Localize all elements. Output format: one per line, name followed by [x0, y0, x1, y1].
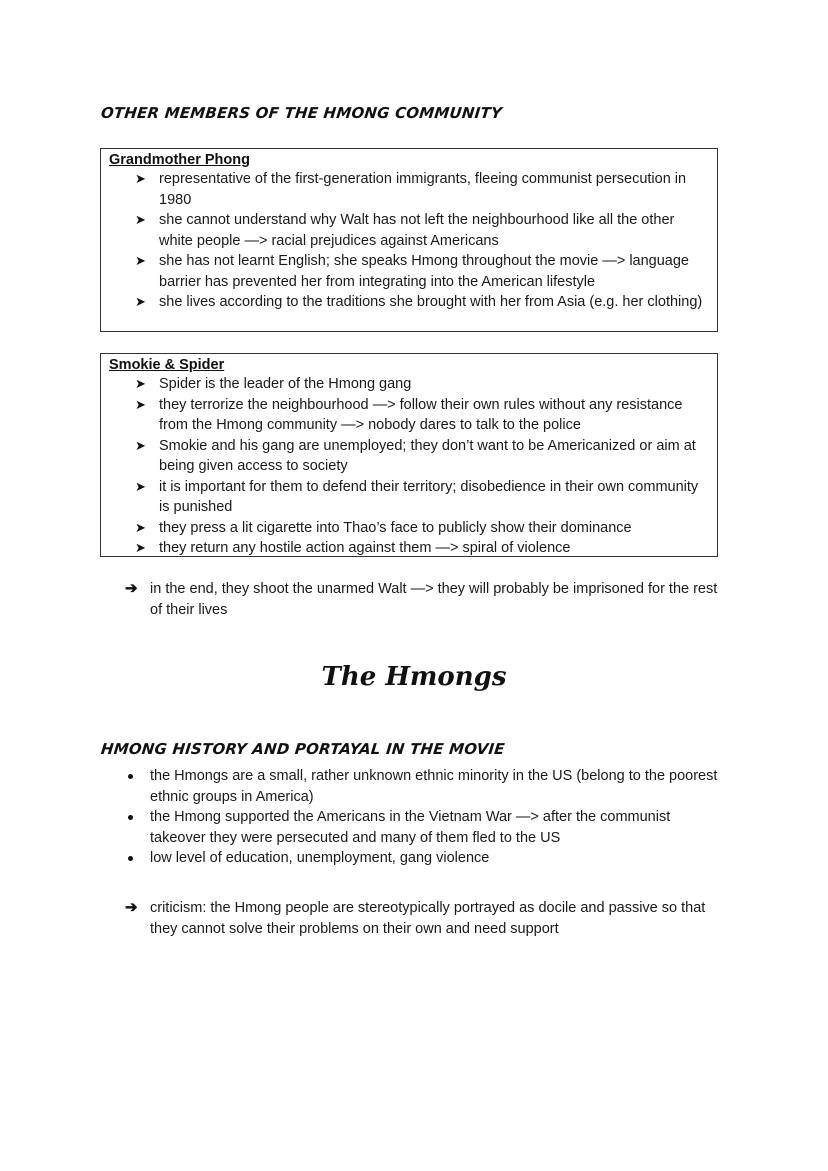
arrowhead-bullet-icon: ➤: [135, 376, 146, 391]
bullet-dot-icon: [128, 774, 133, 779]
list-item: [109, 477, 709, 518]
list-item-text: representative of the first-generation immigrants, fleeing communist persecution in 1980: [159, 171, 687, 208]
list-item: [100, 766, 720, 807]
list-item: [109, 251, 709, 292]
conclusion-text: criticism: the Hmong people are stereotypically portrayed as docile and passive so that they cannot solve their problems on their own and need support: [150, 900, 706, 937]
right-arrow-icon: ➔: [125, 899, 138, 916]
arrow-list: [109, 169, 709, 313]
list-item: [109, 169, 709, 210]
page-title: The Hmongs: [321, 662, 507, 692]
grandmother-phong-box: [100, 148, 718, 332]
conclusion-note: [125, 579, 725, 620]
arrowhead-bullet-icon: ➤: [135, 294, 146, 309]
list-item-text: Spider is the leader of the Hmong gang: [159, 376, 412, 392]
section-heading-hmong-history: HMONG HISTORY AND PORTAYAL IN THE MOVIE: [100, 740, 506, 758]
arrowhead-bullet-icon: ➤: [135, 437, 146, 453]
smokie-spider-box: [100, 353, 718, 557]
arrowhead-bullet-icon: ➤: [135, 253, 146, 268]
arrowhead-bullet-icon: ➤: [135, 540, 146, 555]
arrowhead-bullet-icon: ➤: [135, 171, 146, 186]
arrowhead-bullet-icon: ➤: [135, 519, 146, 535]
list-item-text: they terrorize the neighbourhood —> follow their own rules without any resistance from the Hmong community —> nobody dares to talk to the police: [159, 396, 683, 433]
list-item: [109, 538, 709, 559]
section-heading-other-members: OTHER MEMBERS OF THE HMONG COMMUNITY: [100, 104, 503, 122]
list-item-text: it is important for them to defend their territory; disobedience in their own community is punished: [159, 478, 699, 515]
list-item-text: Smokie and his gang are unemployed; they don’t want to be Americanized or aim at being given access to society: [159, 437, 696, 474]
bullet-dot-icon: [128, 815, 133, 820]
list-item-text: they return any hostile action against them —> spiral of violence: [159, 540, 571, 556]
box-title: Grandmother Phong: [109, 152, 250, 168]
bullet-dot-icon: [128, 856, 133, 861]
right-arrow-icon: ➔: [125, 580, 138, 597]
conclusion-text: in the end, they shoot the unarmed Walt —> they will probably be imprisoned for the rest of their lives: [150, 581, 718, 618]
bullet-list: [100, 766, 720, 869]
arrow-list: [109, 374, 709, 559]
list-item-text: the Hmong supported the Americans in the Vietnam War —> after the communist takeover they were persecuted and many of them fled to the US: [150, 809, 671, 846]
box-title: Smokie & Spider: [109, 357, 225, 373]
list-item: [109, 292, 709, 313]
list-item-text: she lives according to the traditions she brought with her from Asia (e.g. her clothing): [159, 294, 703, 310]
list-item: [109, 374, 709, 395]
list-item-text: low level of education, unemployment, gang violence: [150, 850, 490, 866]
list-item-text: the Hmongs are a small, rather unknown ethnic minority in the US (belong to the poorest ethnic groups in America): [150, 768, 718, 805]
list-item-text: she has not learnt English; she speaks Hmong throughout the movie —> language barrier has prevented her from integrating into the American lifestyle: [159, 253, 689, 290]
criticism-note: [125, 898, 725, 939]
list-item: [109, 210, 709, 251]
list-item: [109, 518, 709, 539]
arrowhead-bullet-icon: ➤: [135, 478, 146, 494]
list-item-text: she cannot understand why Walt has not left the neighbourhood like all the other white people —> racial prejudices against Americans: [159, 212, 675, 249]
list-item: [109, 436, 709, 477]
list-item: [100, 807, 720, 848]
list-item: [109, 395, 709, 436]
list-item-text: they press a lit cigarette into Thao’s face to publicly show their dominance: [159, 519, 632, 536]
arrowhead-bullet-icon: ➤: [135, 212, 146, 227]
list-item: [100, 848, 720, 869]
arrowhead-bullet-icon: ➤: [135, 396, 146, 412]
